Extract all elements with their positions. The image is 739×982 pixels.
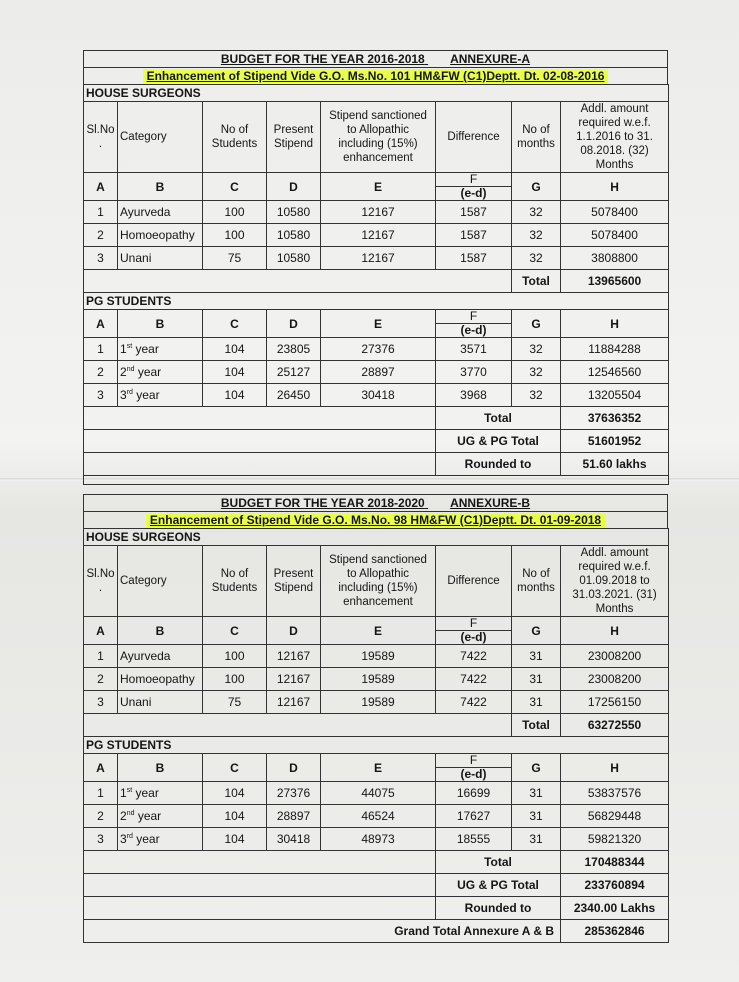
header-category: Category	[118, 546, 203, 617]
letter-f: F (e-d)	[436, 173, 512, 201]
letter-e: E	[321, 173, 436, 201]
pg-total-label: Total	[436, 407, 561, 430]
house-total-value: 63272550	[561, 714, 669, 737]
header-students: No of Students	[203, 546, 267, 617]
ugpg-total-label: UG & PG Total	[436, 430, 561, 453]
header-months: No of months	[512, 546, 561, 617]
letter-row	[84, 173, 669, 201]
ugpg-total-label: UG & PG Total	[436, 874, 561, 897]
annexure-b-section	[83, 494, 668, 943]
letter-b: B	[118, 173, 203, 201]
pg-total-value: 170488344	[561, 851, 669, 874]
letter-row: A B C D E F (e-d) G H	[84, 617, 669, 645]
grand-total-row	[84, 920, 669, 943]
table-row: 2 Homoeopathy 100 12167 19589 7422 31 23008200	[84, 668, 669, 691]
rounded-value: 51.60 lakhs	[561, 453, 669, 476]
house-surgeons-label: HOUSE SURGEONS	[84, 85, 669, 102]
header-students: No of Students	[203, 102, 267, 173]
header-difference: Difference	[436, 546, 512, 617]
letter-row: A B C D E F (e-d) G H	[84, 310, 669, 338]
annexure-a-subtitle: Enhancement of Stipend Vide G.O. Ms.No. 101 HM&FW (C1)Deptt. Dt. 02-08-2016	[143, 69, 609, 83]
table-row: 3 Unani 75 12167 19589 7422 31 17256150	[84, 691, 669, 714]
pg-students-label: PG STUDENTS	[84, 737, 669, 754]
ugpg-total-value: 51601952	[561, 430, 669, 453]
table-row: 1 Ayurveda 100 10580 12167 1587 32 5078400	[84, 201, 669, 224]
ugpg-total-value: 233760894	[561, 874, 669, 897]
table-row: 1 1st year 104 23805 27376 3571 32 11884288	[84, 338, 669, 361]
annexure-a-title: BUDGET FOR THE YEAR 2016-2018	[220, 52, 425, 66]
table-row: 3 3rd year 104 26450 30418 3968 32 13205504	[84, 384, 669, 407]
rounded-value: 2340.00 Lakhs	[561, 897, 669, 920]
header-addl-amount: Addl. amount required w.e.f. 01.09.2018 to 31.03.2021. (31) Months	[561, 546, 669, 617]
house-total-label: Total	[512, 270, 561, 293]
letter-h: H	[561, 173, 669, 201]
house-total-row	[84, 714, 669, 737]
rounded-row	[84, 453, 669, 476]
annexure-b-subtitle: Enhancement of Stipend Vide G.O. Ms.No. 98 HM&FW (C1)Deptt. Dt. 01-09-2018	[146, 513, 605, 527]
header-sanctioned: Stipend sanctioned to Allopathic including (15%) enhancement	[321, 546, 436, 617]
annexure-a-table	[83, 84, 669, 485]
table-row: 3 Unani 75 10580 12167 1587 32 3808800	[84, 247, 669, 270]
ugpg-total-row	[84, 430, 669, 453]
header-difference: Difference	[436, 102, 512, 173]
house-total-label: Total	[512, 714, 561, 737]
pg-total-row	[84, 407, 669, 430]
table-row: 1 1st year 104 27376 44075 16699 31 53837576	[84, 782, 669, 805]
pg-total-label: Total	[436, 851, 561, 874]
header-slno: Sl.No .	[84, 102, 118, 173]
annexure-b-label: ANNEXURE-B	[450, 496, 531, 510]
letter-a: A	[84, 173, 118, 201]
grand-total-label: Grand Total Annexure A & B	[84, 920, 561, 943]
header-sanctioned: Stipend sanctioned to Allopathic including (15%) enhancement	[321, 102, 436, 173]
table-row: 2 2nd year 104 25127 28897 3770 32 12546560	[84, 361, 669, 384]
column-header-row	[84, 546, 669, 617]
pg-total-row	[84, 851, 669, 874]
annexure-b-header	[83, 494, 668, 528]
header-addl-amount: Addl. amount required w.e.f. 1.1.2016 to 31. 08.2018. (32) Months	[561, 102, 669, 173]
rounded-row	[84, 897, 669, 920]
letter-row: A B C D E F (e-d) G H	[84, 754, 669, 782]
grand-total-value: 285362846	[561, 920, 669, 943]
header-slno: Sl.No .	[84, 546, 118, 617]
pg-students-label: PG STUDENTS	[84, 293, 669, 310]
annexure-a-section	[83, 50, 668, 485]
house-surgeons-label: HOUSE SURGEONS	[84, 529, 669, 546]
letter-g: G	[512, 173, 561, 201]
table-row: 2 2nd year 104 28897 46524 17627 31 56829448	[84, 805, 669, 828]
table-row: 2 Homoeopathy 100 10580 12167 1587 32 5078400	[84, 224, 669, 247]
annexure-a-label: ANNEXURE-A	[450, 52, 531, 66]
header-present-stipend: Present Stipend	[267, 102, 321, 173]
table-row: 3 3rd year 104 30418 48973 18555 31 59821320	[84, 828, 669, 851]
pg-total-value: 37636352	[561, 407, 669, 430]
annexure-b-table	[83, 528, 669, 943]
rounded-label: Rounded to	[436, 897, 561, 920]
annexure-b-title: BUDGET FOR THE YEAR 2018-2020	[220, 496, 425, 510]
letter-c: C	[203, 173, 267, 201]
house-total-value: 13965600	[561, 270, 669, 293]
header-category: Category	[118, 102, 203, 173]
rounded-label: Rounded to	[436, 453, 561, 476]
header-months: No of months	[512, 102, 561, 173]
table-row: 1 Ayurveda 100 12167 19589 7422 31 23008200	[84, 645, 669, 668]
annexure-a-header	[83, 50, 668, 84]
column-header-row	[84, 102, 669, 173]
header-present-stipend: Present Stipend	[267, 546, 321, 617]
letter-d: D	[267, 173, 321, 201]
ugpg-total-row	[84, 874, 669, 897]
house-total-row	[84, 270, 669, 293]
